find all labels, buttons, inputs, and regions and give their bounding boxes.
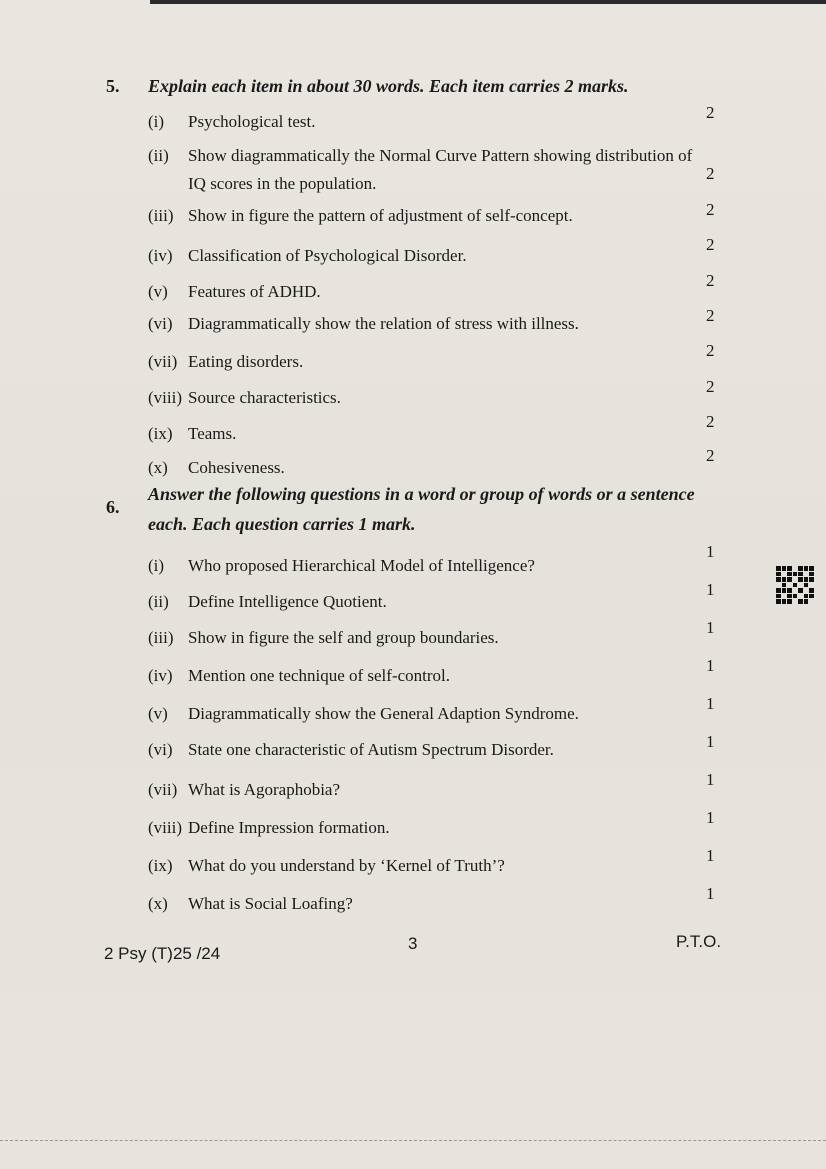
item-text: Who proposed Hierarchical Model of Intelligence? bbox=[188, 556, 535, 575]
item-text: Show diagrammatically the Normal Curve Pattern showing distribution of bbox=[188, 146, 693, 165]
item-text-continued: IQ scores in the population. bbox=[188, 174, 377, 193]
question-number: 5. bbox=[106, 76, 120, 96]
item-number: (vi) bbox=[148, 740, 173, 759]
question-instruction: Explain each item in about 30 words. Each item carries 2 marks. bbox=[148, 76, 629, 96]
question-instruction-line2: each. Each question carries 1 mark. bbox=[148, 514, 416, 534]
item-number: (ix) bbox=[148, 424, 173, 443]
list-item bbox=[148, 856, 505, 876]
item-mark: 1 bbox=[706, 808, 715, 827]
list-item bbox=[148, 246, 467, 266]
item-mark: 1 bbox=[706, 694, 715, 713]
item-text: Show in figure the self and group boundaries. bbox=[188, 628, 499, 647]
item-mark: 1 bbox=[706, 656, 715, 675]
page-divider bbox=[0, 1140, 826, 1142]
item-number: (i) bbox=[148, 556, 165, 575]
item-number: (viii) bbox=[148, 388, 182, 407]
list-item bbox=[148, 592, 387, 612]
item-mark: 2 bbox=[706, 412, 715, 431]
list-item bbox=[148, 894, 353, 914]
paper-code: 2 Psy (T)25 /24 bbox=[104, 944, 221, 963]
list-item bbox=[148, 314, 579, 334]
item-number: (iv) bbox=[148, 666, 173, 685]
item-mark: 2 bbox=[706, 341, 715, 360]
list-item bbox=[148, 780, 340, 800]
item-mark: 2 bbox=[706, 377, 715, 396]
item-mark: 2 bbox=[706, 103, 715, 122]
item-number: (ii) bbox=[148, 592, 169, 611]
item-number: (i) bbox=[148, 112, 165, 131]
question-number: 6. bbox=[106, 497, 120, 517]
list-item bbox=[148, 740, 554, 760]
item-number: (iii) bbox=[148, 206, 174, 225]
item-text: Source characteristics. bbox=[188, 388, 341, 407]
item-number: (ix) bbox=[148, 856, 173, 875]
item-mark: 2 bbox=[706, 235, 715, 254]
item-text: Diagrammatically show the relation of stress with illness. bbox=[188, 314, 579, 333]
list-item bbox=[148, 556, 535, 576]
item-number: (viii) bbox=[148, 818, 182, 837]
list-item bbox=[148, 352, 303, 372]
item-mark: 1 bbox=[706, 542, 715, 561]
item-mark: 1 bbox=[706, 580, 715, 599]
item-mark: 1 bbox=[706, 884, 715, 903]
list-item bbox=[148, 146, 692, 166]
item-text: Define Impression formation. bbox=[188, 818, 390, 837]
item-number: (iii) bbox=[148, 628, 174, 647]
pto-label: P.T.O. bbox=[676, 932, 722, 951]
item-number: (vii) bbox=[148, 352, 178, 371]
item-number: (v) bbox=[148, 282, 168, 301]
item-number: (vii) bbox=[148, 780, 178, 799]
item-number: (v) bbox=[148, 704, 168, 723]
item-number: (ii) bbox=[148, 146, 169, 165]
item-mark: 1 bbox=[706, 732, 715, 751]
item-mark: 2 bbox=[706, 446, 715, 465]
question-instruction: Answer the following questions in a word or group of words or a sentence bbox=[148, 484, 695, 504]
item-text: Diagrammatically show the General Adaption Syndrome. bbox=[188, 704, 579, 723]
item-number: (vi) bbox=[148, 314, 173, 333]
item-mark: 2 bbox=[706, 306, 715, 325]
item-text: What is Agoraphobia? bbox=[188, 780, 341, 799]
item-mark: 2 bbox=[706, 271, 715, 290]
list-item bbox=[148, 628, 499, 648]
item-text: Features of ADHD. bbox=[188, 282, 321, 301]
list-item bbox=[148, 424, 236, 444]
item-text: State one characteristic of Autism Spectrum Disorder. bbox=[188, 740, 554, 759]
page-number: 3 bbox=[408, 934, 418, 953]
qr-code-icon bbox=[776, 566, 814, 604]
list-item bbox=[148, 666, 450, 686]
list-item bbox=[148, 388, 341, 408]
item-mark: 1 bbox=[706, 618, 715, 637]
item-mark: 2 bbox=[706, 164, 715, 183]
list-item bbox=[148, 112, 315, 132]
item-text: Teams. bbox=[188, 424, 237, 443]
item-text: Mention one technique of self-control. bbox=[188, 666, 451, 685]
item-number: (x) bbox=[148, 458, 168, 477]
item-number: (iv) bbox=[148, 246, 173, 265]
item-number: (x) bbox=[148, 894, 168, 913]
item-mark: 2 bbox=[706, 200, 715, 219]
item-text: What do you understand by ‘Kernel of Truth’? bbox=[188, 856, 505, 875]
item-text: Eating disorders. bbox=[188, 352, 304, 371]
item-text: What is Social Loafing? bbox=[188, 894, 353, 913]
top-border bbox=[150, 0, 826, 4]
list-item bbox=[148, 282, 321, 302]
item-text: Classification of Psychological Disorder. bbox=[188, 246, 467, 265]
item-text: Show in figure the pattern of adjustment of self-concept. bbox=[188, 206, 573, 225]
list-item bbox=[148, 704, 579, 724]
item-text: Psychological test. bbox=[188, 112, 316, 131]
item-text: Define Intelligence Quotient. bbox=[188, 592, 387, 611]
item-text: Cohesiveness. bbox=[188, 458, 285, 477]
list-item bbox=[148, 818, 390, 838]
list-item bbox=[148, 458, 285, 478]
item-mark: 1 bbox=[706, 846, 715, 865]
item-mark: 1 bbox=[706, 770, 715, 789]
list-item bbox=[148, 206, 573, 226]
